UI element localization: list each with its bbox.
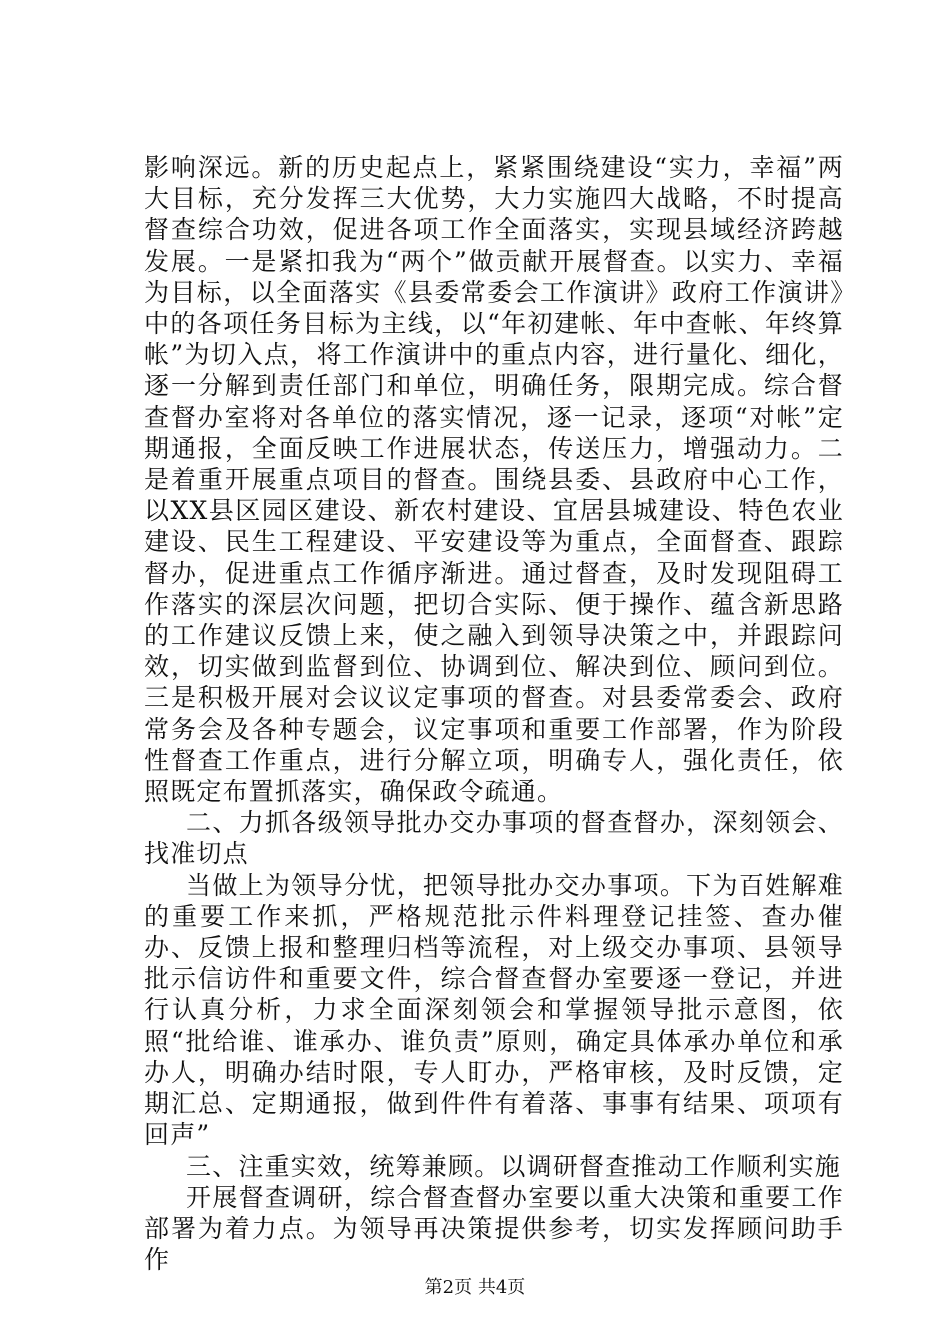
page-footer: 第2页 共4页 xyxy=(424,1277,526,1298)
section-heading-2: 二、力抓各级领导批办交办事项的督查督办，深刻领会、找准切点 xyxy=(144,808,844,869)
document-body xyxy=(144,152,844,1275)
paragraph-section-3: 开展督查调研，综合督查督办室要以重大决策和重要工作部署为着力点。为领导再决策提供参考，切实发挥顾问助手作 xyxy=(144,1182,844,1275)
paragraph-continuation: 影响深远。新的历史起点上，紧紧围绕建设“实力，幸福”两大目标，充分发挥三大优势，大力实施四大战略，不时提高督查综合功效，促进各项工作全面落实，实现县域经济跨越发展。一是紧扣我为“两个”做贡献开展督查。以实力、幸福为目标，以全面落实《县委常委会工作演讲》政府工作演讲》中的各项任务目标为主线，以“年初建帐、年中查帐、年终算帐”为切入点，将工作演讲中的重点内容，进行量化、细化，逐一分解到责任部门和单位，明确任务，限期完成。综合督查督办室将对各单位的落实情况，逐一记录，逐项“对帐”定期通报，全面反映工作进展状态，传送压力，增强动力。二是着重开展重点项目的督查。围绕县委、县政府中心工作，以XX县区园区建设、新农村建设、宜居县城建设、特色农业建设、民生工程建设、平安建设等为重点，全面督查、跟踪督办，促进重点工作循序渐进。通过督查，及时发现阻碍工作落实的深层次问题，把切合实际、便于操作、蕴含新思路的工作建议反馈上来，使之融入到领导决策之中，并跟踪问效，切实做到监督到位、协调到位、解决到位、顾问到位。三是积极开展对会议议定事项的督查。对县委常委会、政府常务会及各种专题会，议定事项和重要工作部署，作为阶段性督查工作重点，进行分解立项，明确专人，强化责任，依照既定布置抓落实，确保政令疏通。 xyxy=(144,153,844,807)
section-heading-3: 三、注重实效，统筹兼顾。以调研督查推动工作顺利实施 xyxy=(186,1151,842,1181)
paragraph-section-2: 当做上为领导分忧，把领导批办交办事项。下为百姓解难的重要工作来抓，严格规范批示件料理登记挂签、查办催办、反馈上报和整理归档等流程，对上级交办事项、县领导批示信访件和重要文件，综合督查督办室要逐一登记，并进行认真分析，力求全面深刻领会和掌握领导批示意图，依照“批给谁、谁承办、谁负责”原则，确定具体承办单位和承办人，明确办结时限，专人盯办，严格审核，及时反馈，定期汇总、定期通报，做到件件有着落、事事有结果、项项有回声” xyxy=(144,870,844,1150)
